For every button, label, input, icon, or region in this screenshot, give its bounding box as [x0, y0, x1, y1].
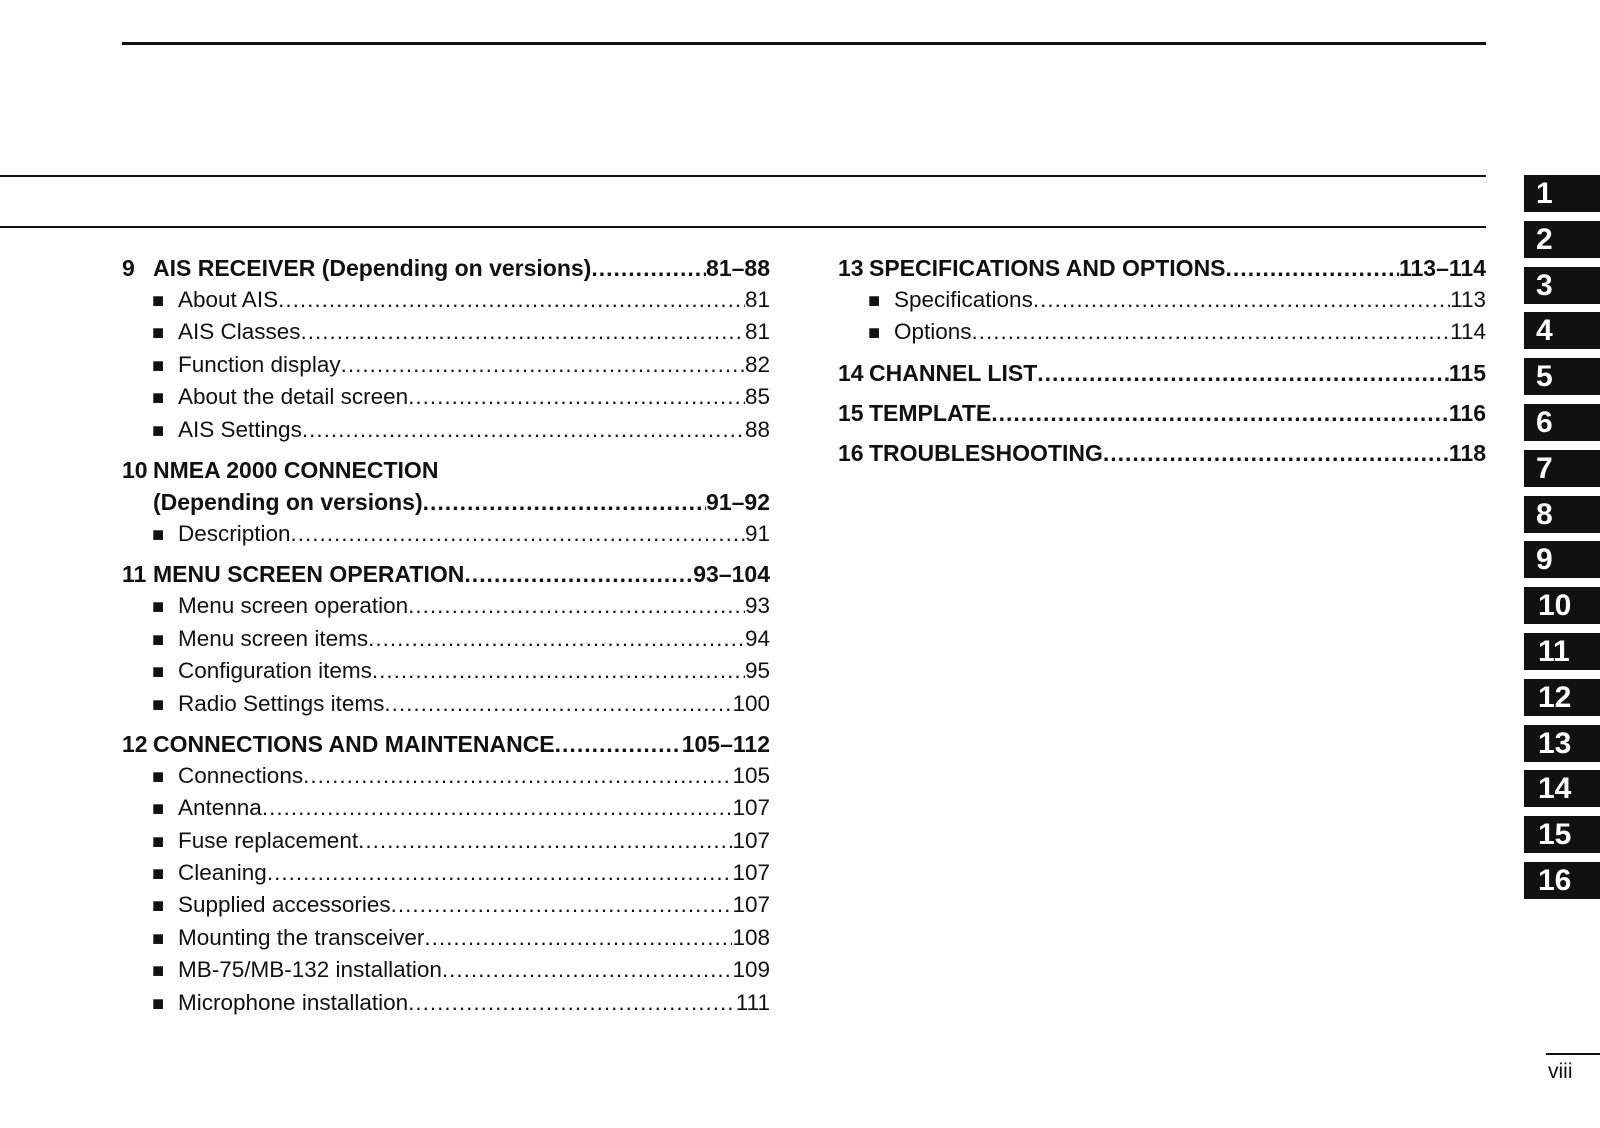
section-pages: 91–92 [706, 488, 770, 515]
toc-section-heading[interactable] [838, 252, 1486, 284]
toc-section [838, 252, 1486, 349]
square-bullet-icon: ■ [152, 628, 165, 651]
dot-leader [291, 518, 745, 550]
square-bullet-icon: ■ [152, 661, 165, 684]
section-title: AIS RECEIVER (Depending on versions) [153, 255, 592, 281]
entry-page: 85 [744, 384, 770, 410]
entry-label: About AIS [178, 287, 279, 312]
toc-right-column [838, 252, 1486, 469]
section-title: MENU SCREEN OPERATION [153, 561, 465, 588]
section-number: 14 [838, 359, 864, 386]
chapter-tab-3[interactable]: 3 [1524, 267, 1600, 304]
chapter-tab-2[interactable]: 2 [1524, 221, 1600, 258]
toc-section-heading[interactable] [838, 437, 1486, 469]
section-title: TROUBLESHOOTING [869, 439, 1103, 466]
toc-entry[interactable] [122, 954, 770, 986]
toc-section-heading[interactable] [122, 252, 770, 284]
entry-label: About the detail screen [178, 384, 409, 410]
dot-leader [1037, 357, 1449, 389]
section-title: CHANNEL LIST [869, 359, 1038, 386]
square-bullet-icon: ■ [152, 863, 165, 886]
dot-leader [262, 792, 733, 824]
toc-left-column [122, 252, 770, 1019]
toc-entry[interactable] [122, 623, 770, 655]
dot-leader [464, 558, 693, 590]
header-rule-lower [0, 226, 1486, 228]
entry-page: 81 [744, 287, 770, 312]
dot-leader [972, 316, 1451, 348]
chapter-tab-11[interactable]: 11 [1524, 633, 1600, 670]
toc-entry[interactable] [122, 857, 770, 889]
dot-leader [408, 590, 745, 622]
square-bullet-icon: ■ [152, 322, 165, 345]
toc-section [838, 357, 1486, 389]
dot-leader [442, 954, 733, 986]
chapter-tab-13[interactable]: 13 [1524, 725, 1600, 762]
header-rule-upper [0, 175, 1486, 177]
entry-label: Radio Settings items [178, 690, 385, 716]
dot-leader [372, 655, 745, 687]
chapter-tab-4[interactable]: 4 [1524, 312, 1600, 349]
toc-entry[interactable] [122, 825, 770, 857]
square-bullet-icon: ■ [868, 322, 881, 345]
toc-entry[interactable] [122, 349, 770, 381]
section-pages: 115 [1448, 359, 1486, 386]
section-title: NMEA 2000 CONNECTION [153, 456, 439, 483]
entry-label: Microphone installation [178, 989, 409, 1015]
dot-leader [384, 688, 732, 720]
toc-entry[interactable] [122, 381, 770, 413]
dot-leader [358, 825, 732, 857]
entry-label: Function display [178, 351, 341, 377]
entry-label: MB-75/MB-132 installation [178, 957, 442, 983]
section-pages: 105–112 [681, 730, 770, 757]
toc-entry[interactable] [122, 518, 770, 550]
entry-label: Cleaning [178, 860, 267, 886]
entry-page: 91 [744, 520, 770, 546]
toc-entry[interactable] [122, 316, 770, 348]
entry-label: Fuse replacement [178, 827, 359, 853]
dot-leader [391, 889, 733, 921]
chapter-tab-16[interactable]: 16 [1524, 862, 1600, 899]
square-bullet-icon: ■ [152, 765, 165, 788]
entry-label: Antenna [178, 795, 262, 821]
entry-page: 113 [1450, 287, 1486, 312]
toc-section [838, 437, 1486, 469]
page-number-rule [1546, 1053, 1600, 1055]
square-bullet-icon: ■ [152, 523, 165, 546]
section-pages: 118 [1448, 439, 1486, 466]
chapter-tab-6[interactable]: 6 [1524, 404, 1600, 441]
dot-leader [408, 987, 736, 1019]
square-bullet-icon: ■ [152, 693, 165, 716]
chapter-tab-14[interactable]: 14 [1524, 770, 1600, 807]
toc-section-heading[interactable] [122, 728, 770, 760]
entry-label: Menu screen operation [178, 593, 409, 619]
toc-section-heading[interactable] [838, 397, 1486, 429]
square-bullet-icon: ■ [152, 290, 165, 312]
chapter-tab-5[interactable]: 5 [1524, 358, 1600, 395]
toc-entry[interactable] [838, 316, 1486, 348]
page-number: viii [1548, 1060, 1573, 1083]
toc-entry[interactable] [122, 987, 770, 1019]
dot-leader [368, 623, 745, 655]
entry-page: 107 [732, 795, 770, 821]
square-bullet-icon: ■ [152, 960, 165, 983]
toc-entry[interactable] [122, 922, 770, 954]
chapter-tab-10[interactable]: 10 [1524, 587, 1600, 624]
section-title: SPECIFICATIONS AND OPTIONS [869, 255, 1226, 281]
section-number: 9 [122, 255, 135, 281]
top-rule [122, 42, 1486, 45]
dot-leader [1226, 252, 1399, 284]
toc-section [122, 558, 770, 720]
entry-label: AIS Classes [178, 319, 301, 345]
dot-leader [303, 760, 732, 792]
dot-leader [1103, 437, 1449, 469]
dot-leader [555, 728, 682, 760]
square-bullet-icon: ■ [152, 992, 165, 1015]
toc-section [122, 454, 770, 550]
square-bullet-icon: ■ [152, 387, 165, 410]
entry-page: 105 [732, 762, 770, 788]
entry-page: 109 [732, 957, 770, 983]
toc-entry[interactable] [122, 414, 770, 446]
section-number: 10 [122, 456, 148, 483]
section-pages: 81–88 [706, 255, 770, 281]
square-bullet-icon: ■ [152, 596, 165, 619]
dot-leader [423, 486, 706, 518]
section-pages: 113–114 [1398, 255, 1486, 281]
entry-label: Menu screen items [178, 625, 369, 651]
square-bullet-icon: ■ [152, 354, 165, 377]
dot-leader [424, 922, 732, 954]
entry-label: AIS Settings [178, 416, 302, 442]
dot-leader [408, 381, 745, 413]
entry-label: Options [894, 319, 972, 345]
entry-label: Description [178, 520, 291, 546]
dot-leader [1033, 284, 1450, 316]
entry-page: 93 [744, 593, 770, 619]
dot-leader [267, 857, 733, 889]
dot-leader [991, 397, 1449, 429]
entry-page: 107 [732, 827, 770, 853]
section-number: 16 [838, 439, 864, 466]
chapter-tab-12[interactable]: 12 [1524, 679, 1600, 716]
entry-page: 88 [744, 416, 770, 442]
entry-page: 107 [732, 860, 770, 886]
entry-label: Specifications [894, 287, 1033, 312]
chapter-tab-7[interactable]: 7 [1524, 450, 1600, 487]
square-bullet-icon: ■ [152, 798, 165, 821]
section-title: TEMPLATE [869, 399, 992, 426]
chapter-tab-9[interactable]: 9 [1524, 541, 1600, 578]
section-number: 12 [122, 730, 148, 757]
section-title-cont: (Depending on versions) [153, 488, 423, 515]
chapter-tab-8[interactable]: 8 [1524, 496, 1600, 533]
entry-page: 82 [744, 351, 770, 377]
entry-page: 114 [1450, 319, 1486, 345]
toc-section-heading[interactable] [122, 558, 770, 590]
section-number: 13 [838, 255, 864, 281]
entry-label: Connections [178, 762, 304, 788]
square-bullet-icon: ■ [152, 927, 165, 950]
entry-page: 107 [732, 892, 770, 918]
toc-entry[interactable] [122, 688, 770, 720]
square-bullet-icon: ■ [152, 830, 165, 853]
section-pages: 116 [1448, 399, 1486, 426]
square-bullet-icon: ■ [868, 290, 881, 312]
toc-entry[interactable] [122, 655, 770, 687]
entry-page: 111 [735, 989, 770, 1015]
toc-entry[interactable] [122, 792, 770, 824]
toc-section [122, 252, 770, 446]
toc-entry[interactable] [122, 889, 770, 921]
toc-section [838, 397, 1486, 429]
entry-label: Mounting the transceiver [178, 924, 425, 950]
entry-page: 95 [744, 658, 770, 684]
entry-label: Supplied accessories [178, 892, 391, 918]
section-number: 11 [122, 561, 147, 588]
entry-label: Configuration items [178, 658, 372, 684]
square-bullet-icon: ■ [152, 895, 165, 918]
chapter-tab-1[interactable]: 1 [1524, 175, 1600, 212]
chapter-tab-15[interactable]: 15 [1524, 816, 1600, 853]
entry-page: 100 [732, 690, 770, 716]
dot-leader [278, 284, 745, 316]
toc-section-heading[interactable] [122, 454, 770, 486]
section-pages: 93–104 [693, 561, 770, 588]
entry-page: 81 [744, 319, 770, 345]
dot-leader [341, 349, 745, 381]
dot-leader [301, 316, 745, 348]
toc-entry[interactable] [122, 760, 770, 792]
toc-entry[interactable] [838, 284, 1486, 316]
section-title: CONNECTIONS AND MAINTENANCE [153, 730, 555, 757]
dot-leader [302, 414, 745, 446]
entry-page: 108 [732, 924, 770, 950]
toc-entry[interactable] [122, 590, 770, 622]
toc-section [122, 728, 770, 1019]
chapter-tab-strip [1524, 175, 1600, 908]
entry-page: 94 [744, 625, 770, 651]
toc-section-heading[interactable] [838, 357, 1486, 389]
section-number: 15 [838, 399, 864, 426]
toc-entry[interactable] [122, 284, 770, 316]
dot-leader [591, 252, 706, 284]
toc-section-heading-cont[interactable] [122, 486, 770, 518]
square-bullet-icon: ■ [152, 419, 165, 442]
